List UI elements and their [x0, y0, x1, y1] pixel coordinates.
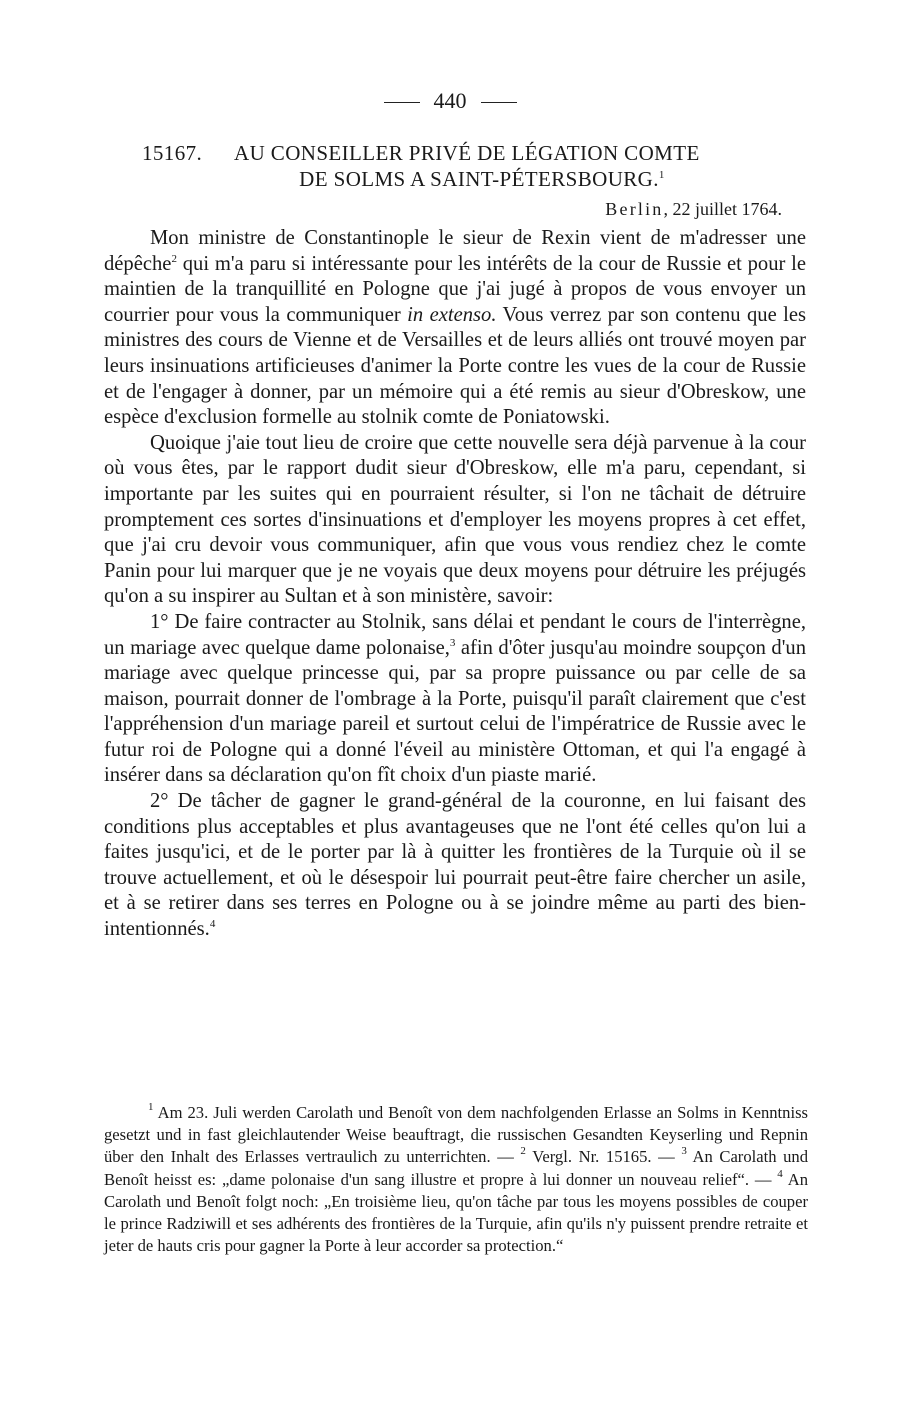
- dateline-place: Berlin: [605, 199, 664, 219]
- title-footnote-ref: 1: [658, 169, 665, 181]
- letter-title: [142, 140, 782, 192]
- title-line-2: [182, 166, 782, 192]
- dateline-date: , 22 juillet 1764.: [663, 199, 782, 219]
- paragraph-1-italic: in extenso.: [407, 303, 497, 326]
- paragraph-3-text-a: 1° De faire contracter au Stolnik, sans délai et pendant le cours de l'interrègne, un mariage avec quelque dame polonaise,: [104, 610, 806, 659]
- paragraph-1: [104, 226, 806, 431]
- footnote-block: [104, 1102, 808, 1257]
- footnote-2-mark: 2: [520, 1145, 526, 1158]
- letter-body: [104, 226, 806, 943]
- footnote-2: Vergl. Nr. 15165. —: [525, 1147, 682, 1167]
- footnote-ref-3: 3: [449, 636, 456, 649]
- page-header: [0, 86, 900, 116]
- footnote-1: Am 23. Juli werden Carolath und Benoît von dem nachfolgenden Erlasse an Solms in Kenntniss gesetzt und in fast gleichlautender Weise beauftragt, die russischen Gesandten Keyserling und Repnin über den Inhalt des Erlasses vertraulich zu unterrichten. —: [104, 1103, 808, 1167]
- footnotes: [104, 1102, 808, 1257]
- paragraph-4: [104, 789, 806, 943]
- paragraph-4-text: 2° De tâcher de gagner le grand-général de la couronne, en lui faisant des conditions plus acceptables et plus avantageuses que ne l'ont été celles qu'on lui a faites jusqu'ici, et de le porter par là à quitter les frontières de la Turquie où il se trouve actuellement, et où le désespoir lui pourrait peut-être faire chercher un asile, et à se retirer dans ses terres en Pologne ou à se joindre même au parti des bien-intentionnés.: [104, 790, 806, 941]
- footnote-ref-2: 2: [171, 252, 177, 265]
- paragraph-3-text-b: afin d'ôter jusqu'au moindre soupçon d'un mariage avec quelque princesse qui, par sa propre puissance ou par celle de sa maison, pourrait donner de l'ombrage à la Porte, puisqu'il paraît clairement que c'est l'appréhension d'un mariage pareil et surtout celui de l'impératrice de Russie avec le futur roi de Pologne qui a donné l'éveil au ministère Ottoman, et qui l'a engagé à insérer dans sa déclaration qu'on fît choix d'un piaste marié.: [104, 636, 807, 787]
- header-rule-left: [384, 102, 420, 103]
- paragraph-1-text-c: Vous verrez par son contenu que les ministres des cours de Vienne et de Versailles et de leurs alliés ont trouvé moyen par leurs insinuations artificieuses d'animer la Porte contre les vues de la cour de Russie et de l'engager à donner, par un mémoire qui a été remis au sieur d'Obreskow, une espèce d'exclusion formelle au stolnik comte de Poniatowski.: [104, 303, 806, 429]
- footnote-1-mark: 1: [148, 1101, 154, 1113]
- footnote-3: An Carolath und Benoît heisst es: „dame polonaise d'un sang illustre et propre à lui donner un nouveau relief“. —: [104, 1147, 808, 1189]
- footnote-ref-4: 4: [209, 918, 216, 931]
- page-number: 440: [433, 88, 467, 113]
- paragraph-3: [104, 610, 806, 789]
- footnote-3-mark: 3: [681, 1145, 687, 1158]
- header-rule-right: [481, 102, 517, 103]
- footnote-4: An Carolath und Benoît folgt noch: „En troisième lieu, qu'on tâche par tous les moyens possibles de couper le prince Radziwill et ses adhérents des frontières de la Turquie, afin qu'ils n'y puissent prendre retraite et jeter de hauts cris pour gagner la Porte à leur accorder sa protection.“: [104, 1169, 808, 1256]
- paragraph-1-text-a: Mon ministre de Constantinople le sieur de Rexin vient de m'adresser une dépêche: [104, 227, 806, 275]
- footnote-4-mark: 4: [777, 1167, 783, 1180]
- title-line-2-text: DE SOLMS A SAINT-PÉTERSBOURG.: [299, 167, 659, 191]
- letter-number: 15167.: [142, 141, 203, 165]
- dateline: [0, 196, 782, 222]
- paragraph-2: Quoique j'aie tout lieu de croire que cette nouvelle sera déjà parvenue à la cour où vous êtes, par le rapport dudit sieur d'Obreskow, elle m'a paru, cependant, si importante par les suites qui en pourraient résulter, si l'on ne tâchait de détruire promptement ces sortes d'insinuations et d'employer les moyens propres à cet effet, que j'ai cru devoir vous communiquer, afin que vous vous rendiez chez le comte Panin pour lui marquer que je ne voyais que deux moyens pour détruire les préjugés qu'on a su inspirer au Sultan et à son ministère, savoir:: [104, 431, 806, 608]
- title-line-1: AU CONSEILLER PRIVÉ DE LÉGATION COMTE: [234, 141, 700, 165]
- paragraph-1-text-b: qui m'a paru si intéressante pour les intérêts de la cour de Russie et pour le maintien de la tranquillité en Pologne que j'ai jugé à propos de vous envoyer un courrier pour vous la communiquer: [104, 252, 806, 326]
